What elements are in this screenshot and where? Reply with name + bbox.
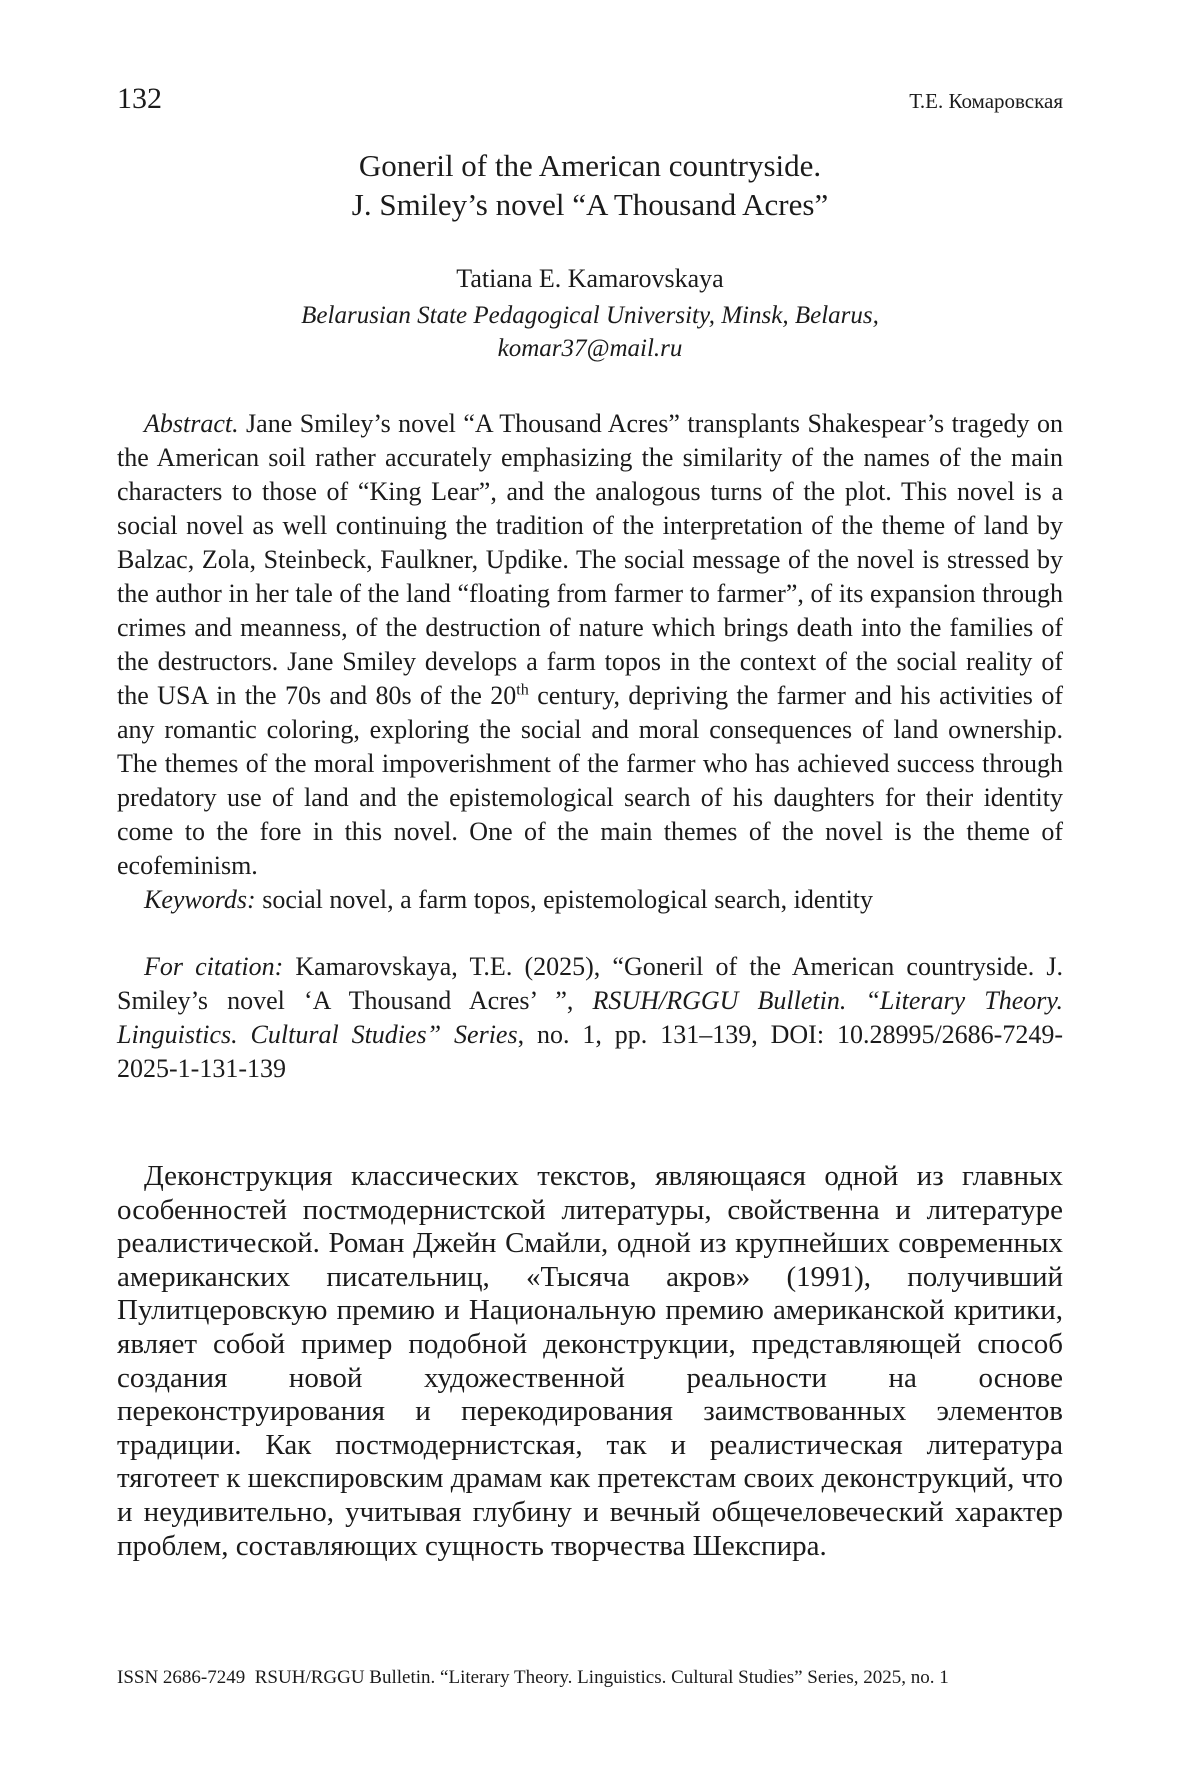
author-affiliation: Belarusian State Pedagogical University, Minsk, Belarus, xyxy=(301,302,879,329)
page-footer: ISSN 2686-7249 RSUH/RGGU Bulletin. “Literary Theory. Linguistics. Cultural Studies” Series, 2025, no. 1 xyxy=(117,1667,949,1688)
citation-paragraph xyxy=(117,950,1063,1086)
running-head-author: Т.Е. Комаровская xyxy=(909,89,1063,113)
body-paragraph-russian: Деконструкция классических текстов, являющаяся одной из главных особенностей постмодернистской литературы, свойственна и литературе реалистической. Роман Джейн Смайли, одной из крупнейших современных американских писательниц, «Тысяча акров» (1991), получивший Пулитцеровскую премию и Национальную премию американской критики, являет собой пример подобной деконструкции, представляющей способ создания новой художественной реальности на основе переконструирования и перекодирования заимствованных элементов традиции. Как постмодернистская, так и реалистическая литература тяготеет к шекспировским драмам как претекстам своих деконструкций, что и неудивительно, учитывая глубину и вечный общечеловеческий характер проблем, составляющих сущность творчества Шекспира. xyxy=(117,1160,1063,1562)
citation-text-part-1: Kamarovskaya, T.E. (2025), “Goneril of the American countryside. J. Smiley’s novel ‘A Thousand Acres’ ”, xyxy=(117,952,1063,1015)
running-head xyxy=(117,82,1063,116)
abstract-label: Abstract. xyxy=(144,409,239,438)
article-title xyxy=(117,146,1063,224)
citation-text-part-2: , no. 1, pp. 131–139, DOI: 10.28995/2686-7249-2025-1-131-139 xyxy=(117,1020,1063,1083)
citation-source: RSUH/RGGU Bulletin. “Literary Theory. Linguistics. Cultural Studies” Series xyxy=(117,986,1063,1049)
keywords-text: social novel, a farm topos, epistemological search, identity xyxy=(255,885,874,914)
citation-label: For citation: xyxy=(144,952,284,981)
ordinal-superscript: th xyxy=(516,681,529,699)
abstract-text-part-2: century, depriving the farmer and his activities of any romantic coloring, exploring the social and moral consequences of land ownership. The themes of the moral impoverishment of the farmer who has achieved success through predatory use of land and the epistemological search of his daughters for their identity come to the fore in this novel. One of the main themes of the novel is the theme of ecofeminism. xyxy=(117,681,1064,880)
page-content xyxy=(117,0,1063,1563)
abstract-paragraph xyxy=(117,407,1063,883)
article-title-line-2: J. Smiley’s novel “A Thousand Acres” xyxy=(351,187,829,222)
author-name: Tatiana E. Kamarovskaya xyxy=(456,264,724,293)
keywords-line xyxy=(117,883,1063,917)
keywords-label: Keywords: xyxy=(144,885,256,914)
abstract-text-part-1: Jane Smiley’s novel “A Thousand Acres” transplants Shakespear’s tragedy on the American soil rather accurately emphasizing the similarity of the names of the main characters to those of “King Lear”, and the analogous turns of the plot. This novel is a social novel as well continuing the tradition of the interpretation of the theme of land by Balzac, Zola, Steinbeck, Faulkner, Updike. The social message of the novel is stressed by the author in her tale of the land “floating from farmer to farmer”, of its expansion through crimes and meanness, of the destruction of nature which brings death into the families of the destructors. Jane Smiley develops a farm topos in the context of the social reality of the USA in the 70s and 80s of the 20 xyxy=(117,409,1063,710)
article-title-line-1: Goneril of the American countryside. xyxy=(358,148,822,183)
abstract-block xyxy=(117,407,1063,917)
author-email: komar37@mail.ru xyxy=(497,335,683,362)
page-number: 132 xyxy=(117,82,162,115)
